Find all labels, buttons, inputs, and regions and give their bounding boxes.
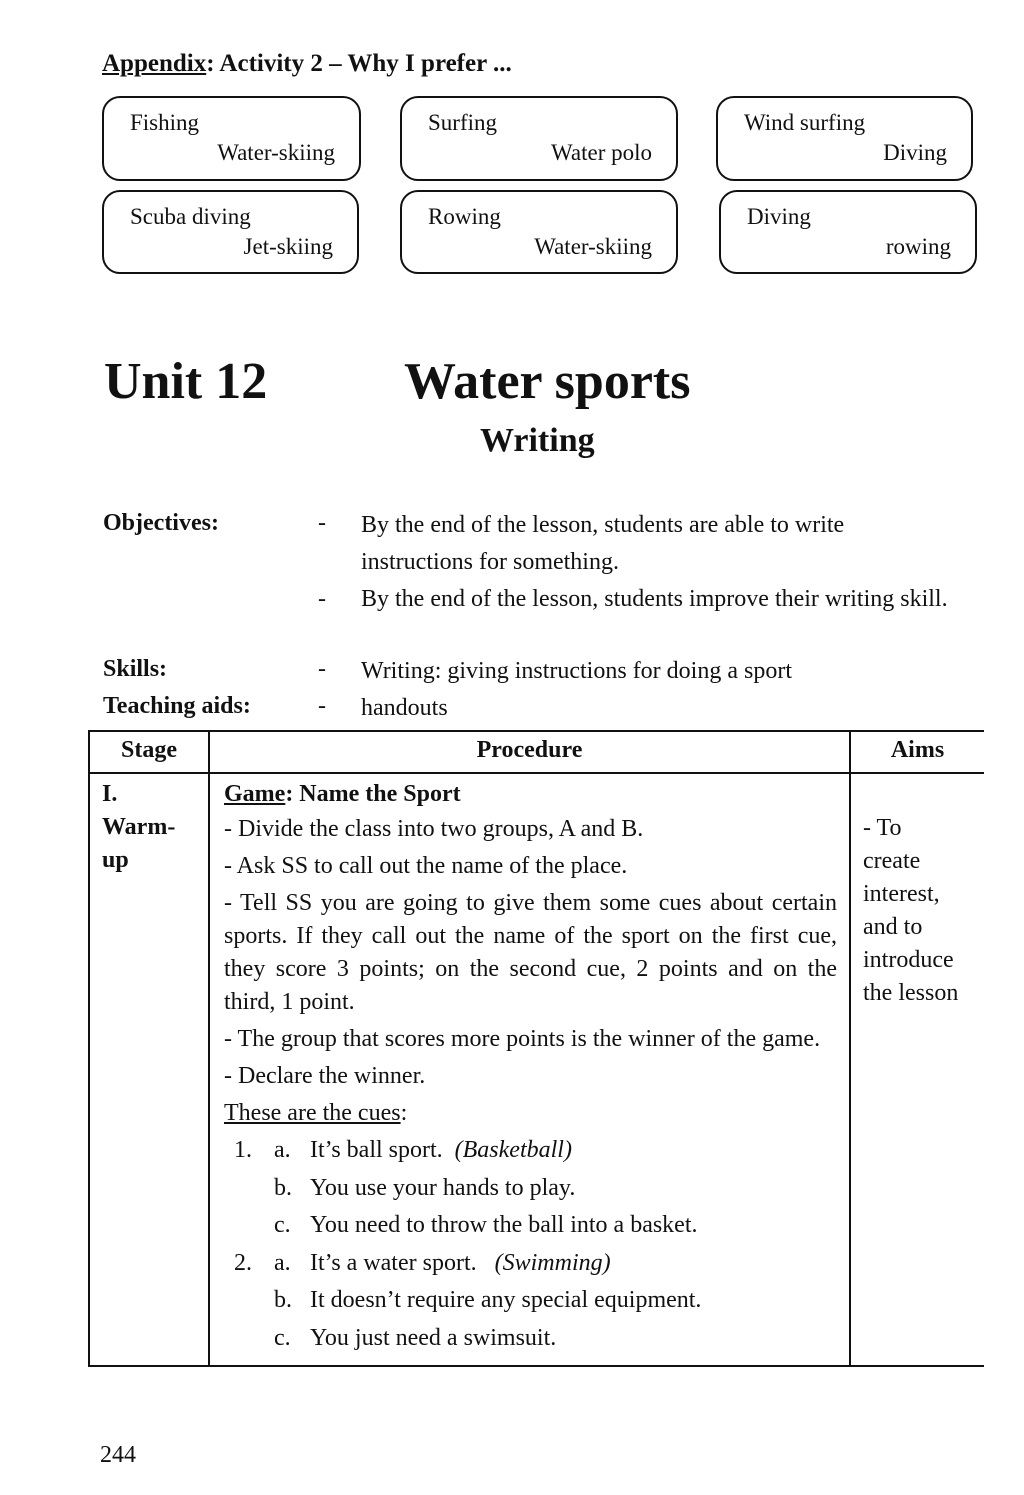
procedure-step: - Declare the winner. bbox=[224, 1063, 426, 1089]
procedure-step: - Ask SS to call out the name of the place. bbox=[224, 853, 628, 879]
skills-label: Skills: bbox=[103, 656, 168, 682]
teaching-aids-label: Teaching aids: bbox=[103, 693, 251, 719]
stage-name: Warm- bbox=[102, 814, 176, 840]
stage-number: I. bbox=[102, 781, 118, 807]
aims-line: interest, bbox=[863, 881, 940, 907]
card-sport-first: Diving bbox=[747, 204, 811, 229]
card-sport-first: Fishing bbox=[130, 110, 200, 135]
cue-letter: b. bbox=[274, 1174, 292, 1201]
card-sport-second: Diving bbox=[883, 140, 947, 165]
aims-line: the lesson bbox=[863, 980, 959, 1006]
procedure-cell bbox=[209, 773, 850, 1366]
card-sport-first: Surfing bbox=[428, 110, 497, 135]
stage-cell bbox=[89, 773, 209, 1366]
table-row bbox=[89, 773, 984, 1366]
card-sport-second: rowing bbox=[885, 234, 951, 259]
sport-card bbox=[400, 96, 678, 181]
game-label: Game bbox=[224, 781, 286, 807]
sport-card bbox=[102, 96, 361, 181]
appendix-heading bbox=[102, 50, 512, 78]
aims-line: introduce bbox=[863, 947, 954, 973]
header-procedure: Procedure bbox=[209, 731, 850, 773]
cue-letter: a. bbox=[274, 1137, 291, 1163]
cue-item bbox=[224, 1209, 837, 1247]
sport-card bbox=[716, 96, 973, 181]
card-sport-first: Scuba diving bbox=[130, 204, 251, 229]
objective-item: By the end of the lesson, students are able to write instructions for something. bbox=[361, 512, 845, 575]
bullet-dash: - bbox=[318, 586, 326, 612]
objectives-label: Objectives: bbox=[103, 510, 219, 536]
bullet-dash: - bbox=[318, 693, 326, 719]
table-header-row bbox=[89, 731, 984, 773]
aims-line: - To bbox=[863, 815, 902, 841]
procedure-step: - Divide the class into two groups, A and B. bbox=[224, 816, 644, 842]
cue-letter: a. bbox=[274, 1249, 291, 1276]
cues-colon: : bbox=[400, 1100, 408, 1126]
card-sport-second: Water-skiing bbox=[217, 140, 335, 165]
card-sport-second: Jet-skiing bbox=[243, 234, 333, 259]
card-sport-first: Wind surfing bbox=[744, 110, 866, 135]
objective-item: By the end of the lesson, students improve their writing skill. bbox=[361, 586, 948, 612]
card-sport-first: Rowing bbox=[428, 204, 501, 229]
cue-text: You use your hands to play. bbox=[310, 1174, 576, 1201]
bullet-dash: - bbox=[318, 510, 326, 536]
procedure-step: - The group that scores more points is the winner of the game. bbox=[224, 1026, 821, 1052]
appendix-label: Appendix bbox=[102, 50, 207, 77]
bullet-dash: - bbox=[318, 656, 326, 682]
cues-heading-line bbox=[224, 1097, 837, 1130]
page-number: 244 bbox=[100, 1442, 136, 1468]
cue-letter: b. bbox=[274, 1287, 292, 1313]
unit-title: Water sports bbox=[404, 353, 691, 410]
cue-number: 1. bbox=[234, 1137, 252, 1163]
appendix-title: : Activity 2 – Why I prefer ... bbox=[206, 50, 512, 77]
header-aims: Aims bbox=[850, 731, 984, 773]
sport-card bbox=[400, 190, 678, 274]
stage-name-cont: up bbox=[102, 847, 129, 873]
cue-text: It’s a water sport. bbox=[310, 1249, 477, 1276]
cue-item bbox=[224, 1247, 837, 1285]
cue-text: It doesn’t require any special equipment. bbox=[310, 1287, 702, 1313]
card-sport-second: Water-skiing bbox=[534, 234, 652, 259]
lesson-plan-table bbox=[88, 730, 984, 1367]
cue-item bbox=[224, 1322, 837, 1360]
game-name: : Name the Sport bbox=[285, 781, 461, 807]
cue-letter: c. bbox=[274, 1324, 291, 1351]
unit-number: Unit 12 bbox=[104, 353, 268, 410]
sport-card bbox=[719, 190, 977, 274]
cue-answer: (Swimming) bbox=[494, 1249, 611, 1276]
cue-letter: c. bbox=[274, 1212, 291, 1238]
cue-text: It’s ball sport. bbox=[310, 1137, 443, 1163]
lesson-title: Writing bbox=[480, 422, 595, 459]
aims-cell bbox=[850, 773, 984, 1366]
cue-item bbox=[224, 1172, 837, 1210]
header-stage: Stage bbox=[89, 731, 209, 773]
sport-card bbox=[102, 190, 359, 274]
teaching-aids-text: handouts bbox=[361, 695, 448, 721]
cues-heading: These are the cues bbox=[224, 1100, 401, 1126]
game-heading bbox=[224, 778, 837, 811]
card-sport-second: Water polo bbox=[551, 140, 652, 165]
cue-number: 2. bbox=[234, 1249, 252, 1276]
aims-line: and to bbox=[863, 914, 923, 940]
procedure-step: - Tell SS you are going to give them some cues about certain sports. If they call out the name of the sport on the first cue, they score 3 points; on the second cue, 2 points and on the third, 1 point. bbox=[224, 890, 837, 1015]
cue-item bbox=[224, 1134, 837, 1172]
cue-text: You just need a swimsuit. bbox=[310, 1324, 557, 1351]
cue-text: You need to throw the ball into a basket. bbox=[310, 1212, 698, 1238]
cue-item bbox=[224, 1284, 837, 1322]
aims-line: create bbox=[863, 848, 921, 874]
skills-text: Writing: giving instructions for doing a sport bbox=[361, 658, 792, 684]
cue-answer: (Basketball) bbox=[454, 1137, 572, 1163]
